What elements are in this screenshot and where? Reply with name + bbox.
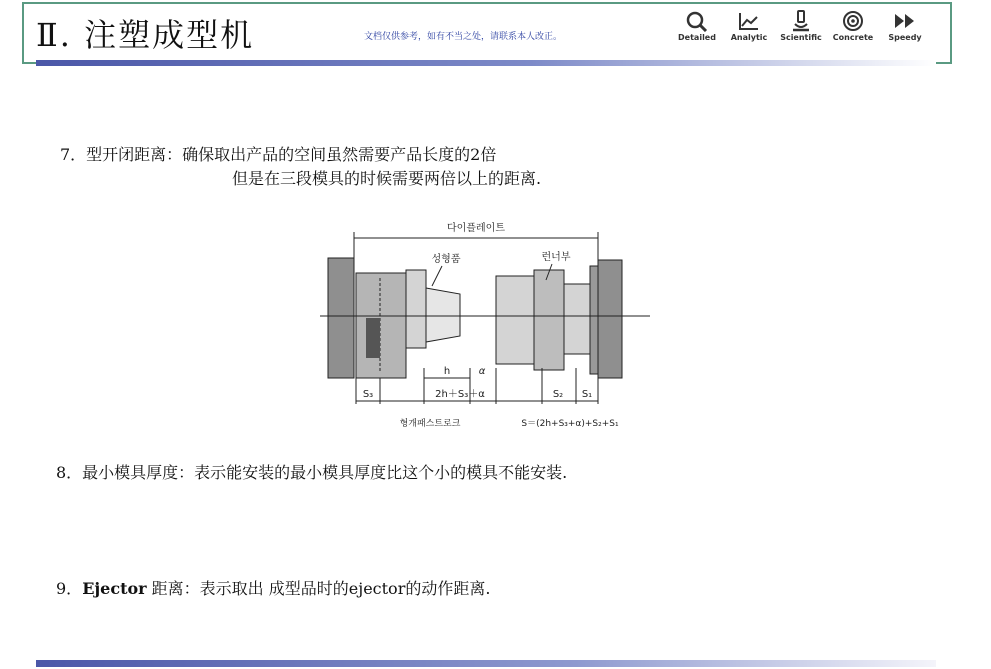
chart-icon xyxy=(737,10,761,32)
item-8: 8．最小模具厚度：表示能安装的最小模具厚度比这个小的模具不能安装. xyxy=(56,463,568,482)
item-7-line-1: 7．型开闭距离：确保取出产品的空间虽然需要产品长度的2倍 xyxy=(60,145,497,164)
fast-forward-icon xyxy=(893,10,917,32)
search-icon xyxy=(685,10,709,32)
icon-label: Concrete xyxy=(832,33,874,42)
label-right: 런너부 xyxy=(541,252,571,263)
page-title: Ⅱ. 注塑成型机 xyxy=(36,16,255,54)
speedy-item xyxy=(882,10,928,42)
item-9-ejector: Ejector xyxy=(82,579,147,598)
dim-middle: 2h＋S₃＋α xyxy=(435,389,485,400)
microscope-icon xyxy=(789,10,813,32)
mold-opening-diagram xyxy=(320,218,650,436)
scientific-item xyxy=(778,10,824,42)
concrete-item xyxy=(830,10,876,42)
caption-left: 형개패스트로크 xyxy=(399,419,461,429)
icon-label: Analytic xyxy=(730,33,768,42)
header-bar xyxy=(22,2,952,64)
dim-s2: S₂ xyxy=(552,389,564,400)
icon-label: Detailed xyxy=(678,33,716,42)
item-9-rest: 距离：表示取出 成型品时的ejector的动作距离. xyxy=(146,579,491,598)
icon-label: Scientific xyxy=(780,33,822,42)
top-label: 다이플레이트 xyxy=(447,223,505,234)
label-left: 성형품 xyxy=(431,254,461,265)
item-7-line-2: 但是在三段模具的时候需要两倍以上的距离. xyxy=(232,169,542,188)
target-icon xyxy=(841,10,865,32)
footer-rule xyxy=(36,660,936,667)
dim-h: h xyxy=(443,366,451,377)
detailed-item xyxy=(674,10,720,42)
dim-alpha: α xyxy=(478,366,486,377)
item-9 xyxy=(56,576,490,599)
header-rule xyxy=(36,60,936,66)
disclaimer-text: 文档仅供参考，如有不当之处，请联系本人改正。 xyxy=(364,32,563,42)
dim-s1: S₁ xyxy=(581,389,593,400)
item-9-prefix: 9． xyxy=(56,579,83,598)
caption-formula: S＝(2h+S₃+α)+S₂+S₁ xyxy=(521,419,619,429)
icon-label: Speedy xyxy=(888,33,922,42)
icon-bar xyxy=(674,10,928,42)
analytic-item xyxy=(726,10,772,42)
dim-s3: S₃ xyxy=(362,389,374,400)
